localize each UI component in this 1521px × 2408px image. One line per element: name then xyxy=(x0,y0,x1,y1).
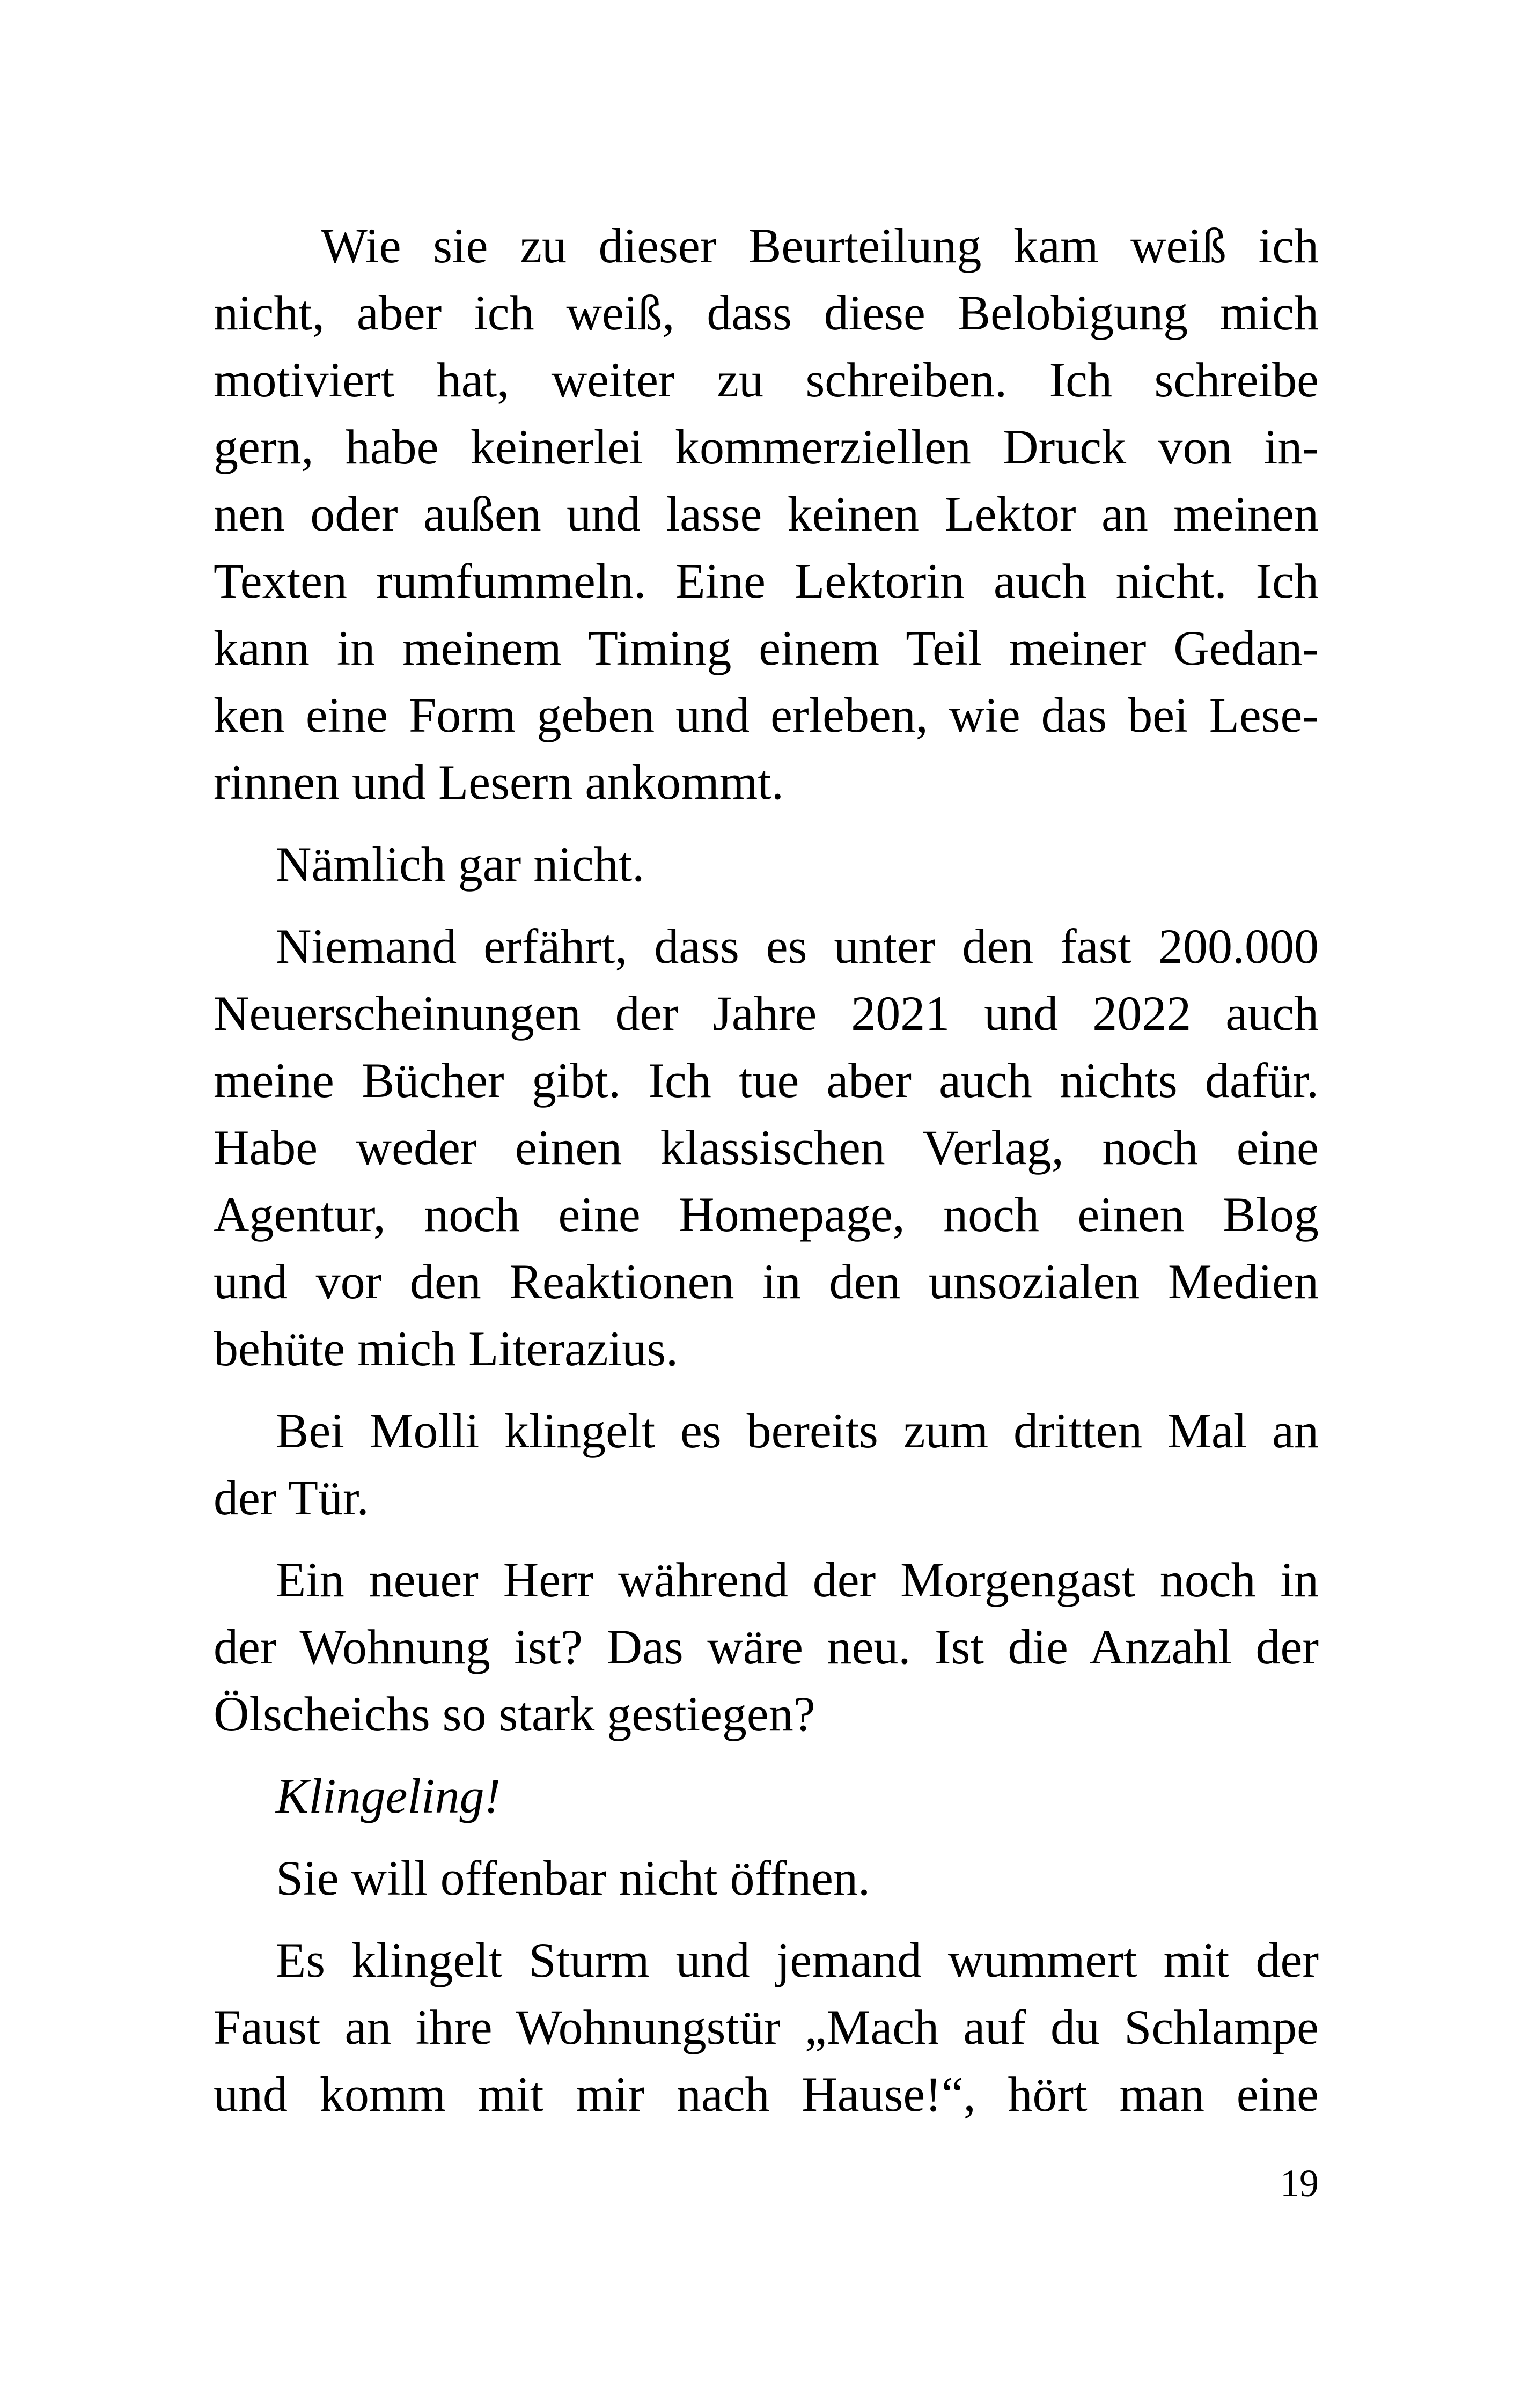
text-line: und komm mit mir nach Hause!“, hört man eine xyxy=(214,2067,1319,2122)
text-line: der Wohnung ist? Das wäre neu. Ist die Anzahl der xyxy=(214,1619,1319,1674)
paragraph xyxy=(214,1927,1319,2128)
text-line: gern, habe keinerlei kommerziellen Druck von in- xyxy=(214,419,1319,474)
text-line: behüte mich Literazius. xyxy=(214,1321,679,1376)
text-line: meine Bücher gibt. Ich tue aber auch nichts dafür. xyxy=(214,1053,1319,1108)
text-line: Wie sie zu dieser Beurteilung kam weiß ich xyxy=(321,218,1319,273)
text-line: Faust an ihre Wohnungstür „Mach auf du Schlampe xyxy=(214,2000,1319,2054)
text-line: Sie will offenbar nicht öffnen. xyxy=(276,1851,870,1905)
text-line: und vor den Reaktionen in den unsozialen Medien xyxy=(214,1254,1319,1309)
text-line: der Tür. xyxy=(214,1470,369,1525)
text-line: nen oder außen und lasse keinen Lektor an meinen xyxy=(214,487,1319,541)
paragraph xyxy=(214,913,1319,1382)
text-line: Nämlich gar nicht. xyxy=(276,837,645,892)
paragraph xyxy=(214,1547,1319,1748)
text-line: Neuerscheinungen der Jahre 2021 und 2022 auch xyxy=(214,986,1319,1041)
paragraph xyxy=(214,831,1319,898)
page-number: 19 xyxy=(1280,2162,1319,2205)
text-line: Texten rumfummeln. Eine Lektorin auch nicht. Ich xyxy=(214,554,1319,608)
text-line: ken eine Form geben und erleben, wie das bei Lese- xyxy=(214,688,1319,742)
text-line: motiviert hat, weiter zu schreiben. Ich schreibe xyxy=(214,352,1319,407)
text-line: Ölscheichs so stark gestiegen? xyxy=(214,1687,815,1741)
paragraph xyxy=(214,212,1319,816)
text-line: Niemand erfährt, dass es unter den fast 200.000 xyxy=(276,919,1319,974)
paragraph xyxy=(214,1397,1319,1531)
text-line: Agentur, noch eine Homepage, noch einen Blog xyxy=(214,1187,1319,1242)
paragraph xyxy=(214,1845,1319,1912)
body-text xyxy=(214,212,1319,2128)
text-line: kann in meinem Timing einem Teil meiner Gedan- xyxy=(214,621,1319,675)
text-line: nicht, aber ich weiß, dass diese Belobigung mich xyxy=(214,285,1319,340)
text-line: Klingeling! xyxy=(276,1769,501,1823)
paragraph xyxy=(214,1763,1319,1830)
text-line: Bei Molli klingelt es bereits zum dritten Mal an xyxy=(276,1403,1319,1458)
text-line: rinnen und Lesern ankommt. xyxy=(214,755,784,809)
text-line: Ein neuer Herr während der Morgengast noch in xyxy=(276,1552,1319,1607)
text-line: Es klingelt Sturm und jemand wummert mit der xyxy=(276,1933,1319,1987)
text-line: Habe weder einen klassischen Verlag, noch eine xyxy=(214,1120,1319,1175)
